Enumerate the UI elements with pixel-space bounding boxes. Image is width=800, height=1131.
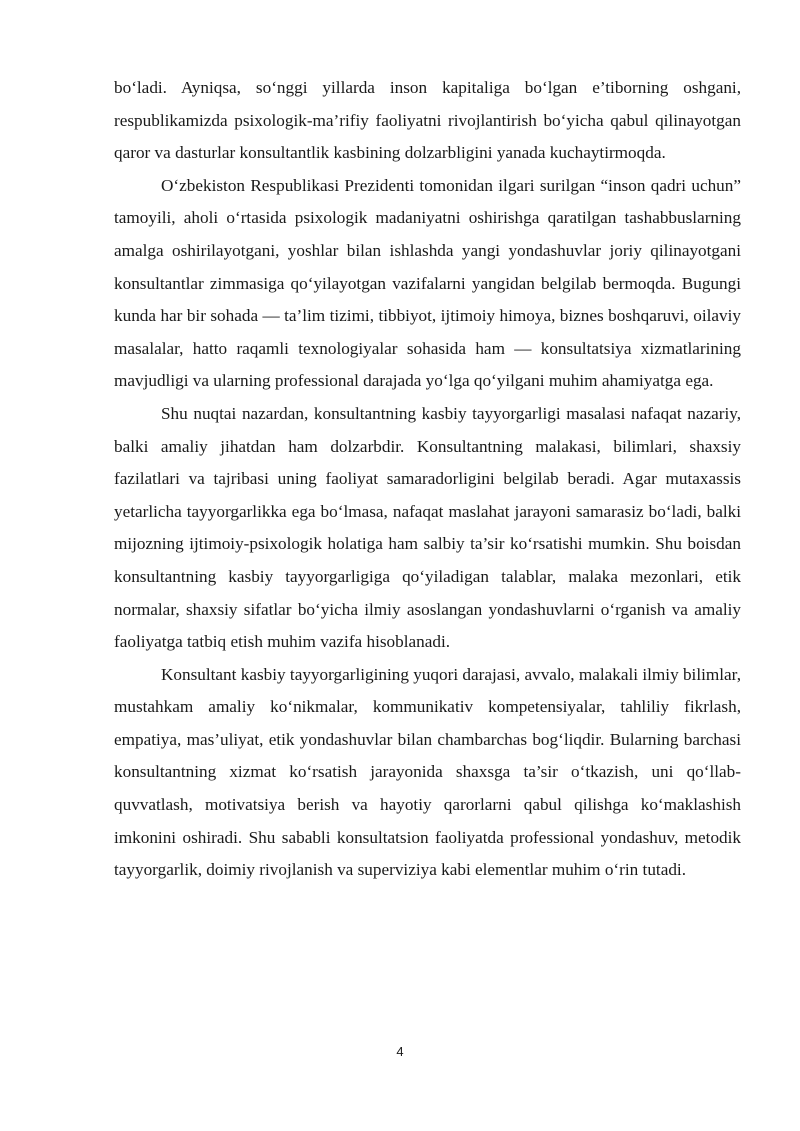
paragraph: Konsultant kasbiy tayyorgarligining yuqori darajasi, avvalo, malakali ilmiy bilimlar, mustahkam amaliy ko‘nikmalar, kommunikativ kompetensiyalar, tahliliy fikrlash, empatiya, mas’uliyat, etik yondashuvlar bilan chambarchas bog‘liqdir. Bularning barchasi konsultantning xizmat ko‘rsatish jarayonida shaxsga ta’sir o‘tkazish, uni qo‘llab-quvvatlash, motivatsiya berish va hayotiy qarorlarni qabul qilishga ko‘maklashish imkonini oshiradi. Shu sababli konsultatsion faoliyatda professional yondashuv, metodik tayyorgarlik, doimiy rivojlanish va superviziya kabi elementlar muhim o‘rin tutadi. [114, 664, 741, 880]
paragraph-continuation: bo‘ladi. Ayniqsa, so‘nggi yillarda inson kapitaliga bo‘lgan e’tiborning oshgani, respublikamizda psixologik-ma’rifiy faoliyatni rivojlantirish bo‘yicha qabul qilinayotgan qaror va dasturlar konsultantlik kasbining dolzarbligini yanada kuchaytirmoqda. [114, 78, 741, 163]
paragraph: Shu nuqtai nazardan, konsultantning kasbiy tayyorgarligi masalasi nafaqat nazariy, balki amaliy jihatdan ham dolzarbdir. Konsultantning malakasi, bilimlari, shaxsiy fazilatlari va tajribasi uning faoliyat samaradorligini belgilab beradi. Agar mutaxassis yetarlicha tayyorgarlikka ega bo‘lmasa, nafaqat maslahat jarayoni samarasiz bo‘ladi, balki mijozning ijtimoiy-psixologik holatiga ham salbiy ta’sir ko‘rsatishi mumkin. Shu boisdan konsultantning kasbiy tayyorgarligiga qo‘yiladigan talablar, malaka mezonlari, etik normalar, shaxsiy sifatlar bo‘yicha ilmiy asoslangan yondashuvlarni o‘rganish va amaliy faoliyatga tatbiq etish muhim vazifa hisoblanadi. [114, 403, 741, 652]
body-text [114, 72, 741, 887]
paragraph: O‘zbekiston Respublikasi Prezidenti tomonidan ilgari surilgan “inson qadri uchun” tamoyili, aholi o‘rtasida psixologik madaniyatni oshirishga qaratilgan tashabbuslarning amalga oshirilayotgani, yoshlar bilan ishlashda yangi yondashuvlar joriy qilinayotgani konsultantlar zimmasiga qo‘yilayotgan vazifalarni yangidan belgilab bermoqda. Bugungi kunda har bir sohada — ta’lim tizimi, tibbiyot, ijtimoiy himoya, biznes boshqaruvi, oilaviy masalalar, hatto raqamli texnologiyalar sohasida ham — konsultatsiya xizmatlarining mavjudligi va ularning professional darajada yo‘lga qo‘yilgani muhim ahamiyatga ega. [114, 175, 741, 391]
page-number: 4 [396, 1044, 404, 1059]
